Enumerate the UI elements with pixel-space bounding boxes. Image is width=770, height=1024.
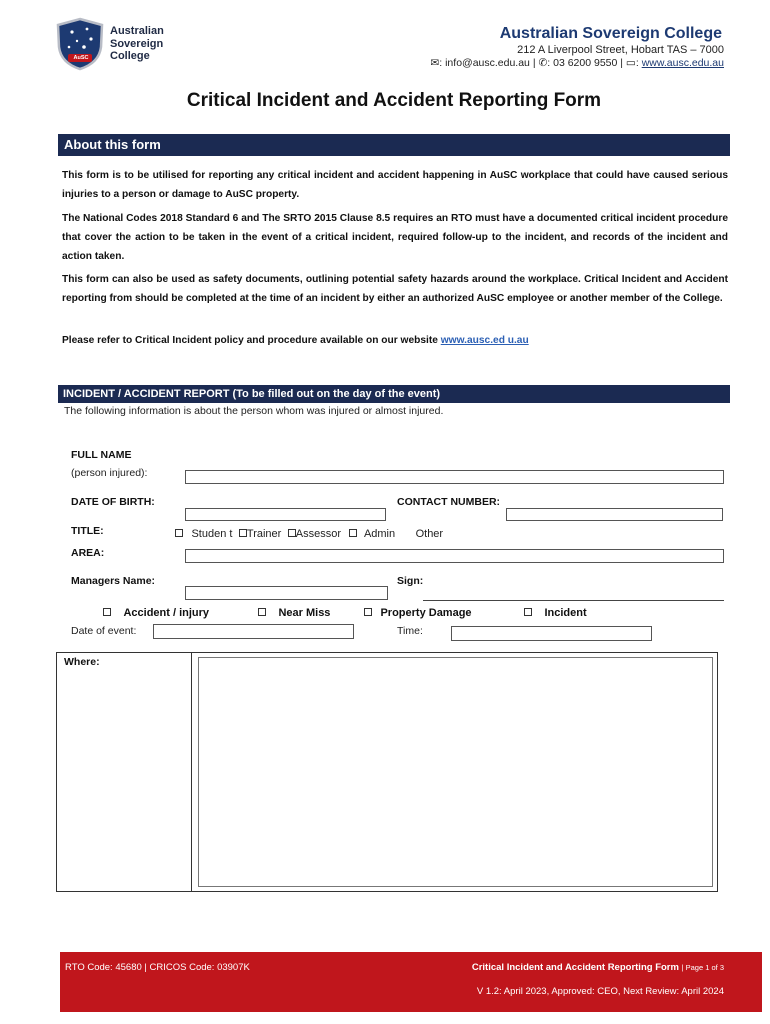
- managers-name-field[interactable]: [185, 586, 388, 600]
- type-option-accident: [103, 603, 209, 621]
- admin-label: Admin: [363, 528, 396, 540]
- trainer-label: Trainer: [246, 528, 282, 540]
- date-of-event-field[interactable]: [153, 624, 354, 639]
- managers-name-label: Managers Name:: [71, 575, 156, 587]
- type-option-property: [364, 603, 472, 621]
- contact-number-label: CONTACT NUMBER:: [397, 496, 501, 508]
- area-label: AREA:: [71, 547, 105, 559]
- type-option-near-miss: [258, 603, 330, 621]
- footer-version: V 1.2: April 2023, Approved: CEO, Next Review: April 2024: [476, 986, 724, 997]
- time-label: Time:: [397, 625, 423, 637]
- title-options: [175, 524, 443, 542]
- mail-icon: ✉: [430, 57, 440, 69]
- dob-label: DATE OF BIRTH:: [71, 496, 155, 508]
- admin-checkbox[interactable]: [349, 529, 357, 537]
- footer-bar: [60, 952, 762, 1012]
- footer-form-name: [472, 962, 724, 973]
- dob-field[interactable]: [185, 508, 386, 521]
- title-label: TITLE:: [71, 525, 104, 537]
- email-text: : info@ausc.edu.au |: [439, 57, 536, 69]
- footer-form-title: Critical Incident and Accident Reporting Form: [471, 962, 679, 973]
- incident-checkbox[interactable]: [524, 608, 532, 616]
- sign-label: Sign:: [397, 575, 424, 587]
- area-field[interactable]: [185, 549, 724, 563]
- phone-icon: ✆: [538, 57, 548, 69]
- page-title: Critical Incident and Accident Reporting Form: [186, 90, 602, 111]
- contact-line: [430, 57, 724, 69]
- shield-icon: [55, 17, 105, 71]
- time-field[interactable]: [451, 626, 652, 641]
- refer-text: Please refer to Critical Incident policy and procedure available on our website: [62, 335, 441, 346]
- accident-checkbox[interactable]: [103, 608, 111, 616]
- near-miss-label: Near Miss: [278, 607, 331, 619]
- website-link[interactable]: www.ausc.edu.au: [641, 57, 724, 69]
- logo-text: [110, 25, 164, 63]
- assessor-checkbox[interactable]: [288, 529, 296, 537]
- full-name-label: FULL NAME: [71, 449, 132, 461]
- logo-line-1: Australian: [110, 25, 164, 37]
- student-label: Studen t: [191, 528, 233, 540]
- footer-codes: RTO Code: 45680 | CRICOS Code: 03907K: [65, 962, 250, 973]
- where-divider: [191, 652, 192, 892]
- other-label: Other: [415, 528, 444, 540]
- logo-line-3: College: [110, 50, 150, 62]
- where-label: Where:: [64, 656, 100, 668]
- refer-link[interactable]: www.ausc.ed u.au: [440, 335, 529, 346]
- report-heading: INCIDENT / ACCIDENT REPORT (To be filled out on the day of the event): [58, 385, 730, 403]
- footer-page: | Page 1 of 3: [681, 963, 724, 972]
- full-name-field[interactable]: [185, 470, 724, 484]
- phone-text: : 03 6200 9550 |: [547, 57, 623, 69]
- about-paragraph-3: This form can also be used as safety documents, outlining potential safety hazards around the workplace. Critical Incident and Accident reporting from should be completed at the time of an incident by either an authorized AuSC employee or another member of the College.: [62, 274, 728, 304]
- logo-line-2: Sovereign: [110, 37, 164, 50]
- student-checkbox[interactable]: [175, 529, 183, 537]
- assessor-label: Assessor: [295, 528, 342, 540]
- about-paragraph-1: This form is to be utilised for reporting any critical incident and accident happening in AuSC workplace that could have caused serious injuries to a person or damage to AuSC property.: [62, 170, 728, 200]
- sign-line[interactable]: [423, 600, 724, 601]
- college-name: Australian Sovereign College: [499, 25, 722, 42]
- where-field[interactable]: [198, 657, 713, 887]
- college-logo: [55, 17, 105, 71]
- full-name-sublabel: (person injured):: [71, 467, 148, 479]
- about-refer: [62, 331, 728, 350]
- date-of-event-label: Date of event:: [71, 625, 137, 637]
- about-heading: About this form: [58, 134, 730, 156]
- website-prefix: :: [635, 57, 639, 69]
- college-address: 212 A Liverpool Street, Hobart TAS – 7000: [517, 44, 724, 56]
- type-option-incident: [524, 603, 587, 621]
- trainer-checkbox[interactable]: [239, 529, 247, 537]
- report-subnote: The following information is about the person whom was injured or almost injured.: [64, 405, 444, 417]
- computer-icon: ▭: [625, 57, 636, 69]
- contact-number-field[interactable]: [506, 508, 723, 521]
- property-damage-checkbox[interactable]: [364, 608, 372, 616]
- accident-label: Accident / injury: [123, 607, 210, 619]
- logo-badge-text: AuSC: [73, 55, 89, 61]
- near-miss-checkbox[interactable]: [258, 608, 266, 616]
- about-paragraph-2: The National Codes 2018 Standard 6 and The SRTO 2015 Clause 8.5 requires an RTO must have a documented critical incident procedure that cover the action to be taken in the event of a critical incident, required follow-up to the incident, and records of the incident and action taken.: [62, 213, 728, 262]
- property-damage-label: Property Damage: [380, 607, 472, 619]
- incident-label: Incident: [544, 607, 587, 619]
